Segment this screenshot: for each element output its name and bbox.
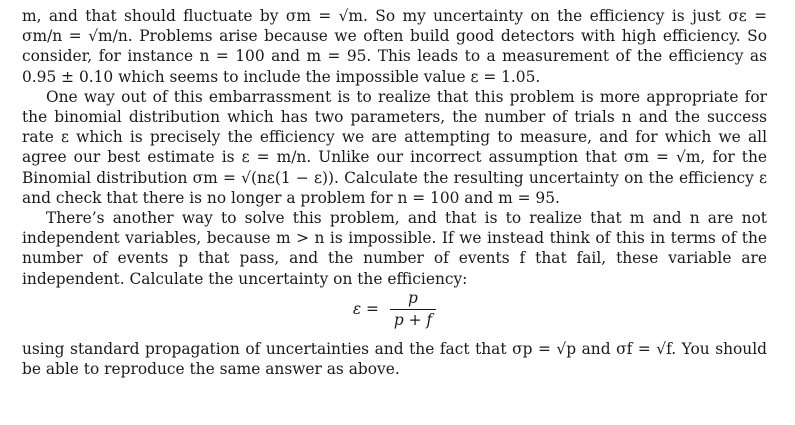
equation-numerator: p — [390, 291, 436, 310]
paragraph-3: There’s another way to solve this problem, and that is to realize that m and n are not independent variables, because m > n is impossible. If we instead think of this in terms of the number of events p that pass, and the number of events f that fail, these variable are independent. Calculate the uncertainty on the efficiency: — [22, 209, 767, 288]
equation-fraction — [390, 288, 436, 330]
equation-denominator: p + f — [393, 311, 433, 330]
efficiency-equation — [22, 289, 767, 339]
closing-paragraph: using standard propagation of uncertainties and the fact that σp = √p and σf = √f. You should be able to reproduce the same answer as above. — [22, 339, 767, 378]
paragraph-2: One way out of this embarrassment is to realize that this problem is more appropriate for the binomial distribution which has two parameters, the number of trials n and the success rate ε which is precisely the efficiency we are attempting to measure, and for which we all agree our best estimate is ε = m/n. Unlike our incorrect assumption that σm = √m, for the Binomial distribution σm = √(nε(1 − ε)). Calculate the resulting uncertainty on the efficiency ε and check that there is no longer a problem for n = 100 and m = 95. — [22, 87, 767, 207]
equation-lhs: ε = — [352, 300, 379, 319]
paragraph-1: m, and that should fluctuate by σm = √m. So my uncertainty on the efficiency is just σε = σm/n = √m/n. Problems arise because we often build good detectors with high efficiency. So consider, for instance n = 100 and m = 95. This leads to a measurement of the efficiency as 0.95 ± 0.10 which seems to include the impossible value ε = 1.05. — [22, 7, 767, 86]
document-page — [22, 6, 767, 379]
